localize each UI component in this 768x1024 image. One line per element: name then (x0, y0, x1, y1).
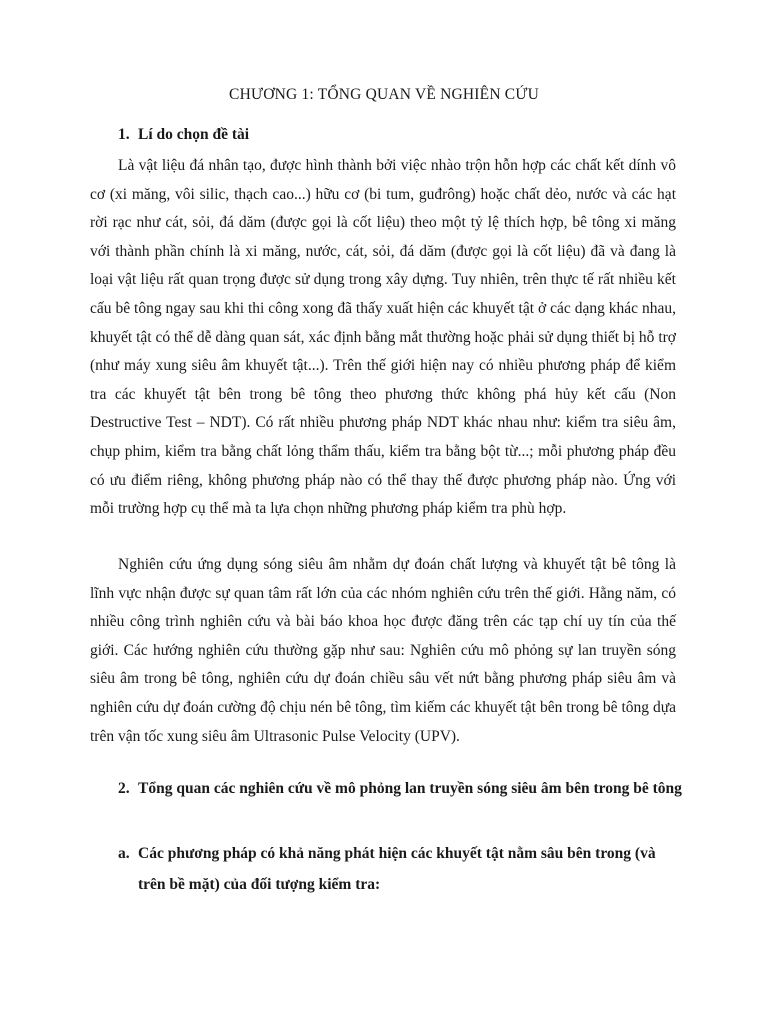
subsection-title: Các phương pháp có khả năng phát hiện các khuyết tật nằm sâu bên trong (và trên bề mặt) của đối tượng kiểm tra: (138, 845, 656, 893)
body-paragraph-2: Nghiên cứu ứng dụng sóng siêu âm nhằm dự đoán chất lượng và khuyết tật bê tông là lĩnh vực nhận được sự quan tâm rất lớn của các nhóm nghiên cứu trên thế giới. Hằng năm, có nhiều công trình nghiên cứu và bài báo khoa học được đăng trên các tạp chí uy tín của thế giới. Các hướng nghiên cứu thường gặp như sau: Nghiên cứu mô phỏng sự lan truyền sóng siêu âm trong bê tông, nghiên cứu dự đoán chiều sâu vết nứt bằng phương pháp siêu âm và nghiên cứu dự đoán cường độ chịu nén bê tông, tìm kiếm các khuyết tật bên trong bê tông dựa trên vận tốc xung siêu âm Ultrasonic Pulse Velocity (UPV). (90, 556, 676, 745)
section-heading-2 (118, 773, 684, 804)
chapter-title: CHƯƠNG 1: TỔNG QUAN VỀ NGHIÊN CỨU (229, 86, 539, 103)
body-paragraph-1: Là vật liệu đá nhân tạo, được hình thành bởi việc nhào trộn hỗn hợp các chất kết dính vô cơ (xi măng, vôi silic, thạch cao...) hữu cơ (bi tum, guđrông) hoặc chất dẻo, nước và các hạt rời rạc như cát, sỏi, đá dăm (được gọi là cốt liệu) theo một tỷ lệ thích hợp, bê tông xi măng với thành phần chính là xi măng, nước, cát, sỏi, đá dăm (được gọi là cốt liệu) đã và đang là loại vật liệu rất quan trọng được sử dụng trong xây dựng. Tuy nhiên, trên thực tế rất nhiều kết cấu bê tông ngay sau khi thi công xong đã thấy xuất hiện các khuyết tật ở các dạng khác nhau, khuyết tật có thể dễ dàng quan sát, xác định bằng mắt thường hoặc phải sử dụng thiết bị hỗ trợ (như máy xung siêu âm khuyết tật...). Trên thế giới hiện nay có nhiều phương pháp để kiểm tra các khuyết tật bên trong bê tông theo phương thức không phá hủy kết cấu (Non Destructive Test – NDT). Có rất nhiều phương pháp NDT khác nhau như: kiểm tra siêu âm, chụp phim, kiểm tra bằng chất lỏng thẩm thấu, kiểm tra bằng bột từ...; mỗi phương pháp đều có ưu điểm riêng, không phương pháp nào có thể thay thế được phương pháp nào. Ứng với mỗi trường hợp cụ thể mà ta lựa chọn những phương pháp kiểm tra phù hợp. (90, 157, 676, 518)
section-title: Lí do chọn đề tài (138, 126, 250, 143)
section-number: 1. (118, 126, 130, 143)
subsection-letter: a. (118, 845, 130, 862)
section-title: Tổng quan các nghiên cứu về mô phỏng lan truyền sóng siêu âm bên trong bê tông (138, 780, 682, 797)
subsection-heading-a (118, 838, 684, 900)
section-heading-1 (118, 119, 684, 150)
section-number: 2. (118, 780, 130, 797)
